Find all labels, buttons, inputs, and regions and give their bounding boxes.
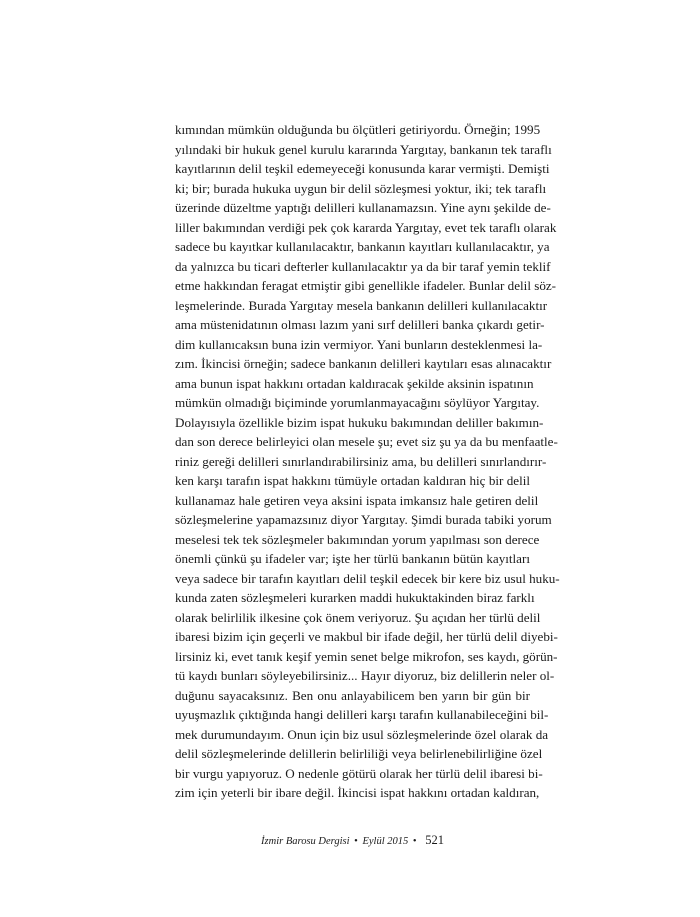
text-line: kımından mümkün olduğunda bu ölçütleri getiriyordu. Örneğin; 1995 [175,122,541,137]
text-line: zım. İkincisi örneğin; sadece bankanın delilleri kaytıları esas alınacaktır [175,356,552,371]
text-line: üzerinde düzeltme yaptığı delilleri kullanamazsın. Yine aynı şekilde de- [175,200,551,215]
issue-date: Eylül 2015 [362,836,409,847]
journal-name: İzmir Barosu Dergisi [261,836,350,847]
text-line: önemli çünkü şu ifadeler var; işte her türlü bankanın bütün kayıtları [175,551,530,566]
text-line: bir vurgu yapıyoruz. O nedenle götürü olarak her türlü delil ibaresi bi- [175,765,543,781]
text-line: veya sadece bir tarafın kayıtları delil teşkil edecek bir kere biz usul huku- [175,570,560,586]
text-line: ken karşı tarafın ispat hakkını tümüyle ortadan kaldıran hiç bir delil [175,473,530,488]
text-line: duğunu sayacaksınız. Ben onu anlayabilicem ben yarın bir gün bir [175,687,530,703]
text-line: liller bakımından verdiği pek çok kararda Yargıtay, evet tek taraflı olarak [175,219,557,235]
text-line: mek durumundayım. Onun için biz usul sözleşmelerinde özel olarak da [175,726,549,742]
text-line: ibaresi bizim için geçerli ve makbul bir ifade değil, her türlü delil diyebi- [175,629,558,644]
text-line: kunda zaten sözleşmeleri kurarken maddi hukuktakinden biraz farklı [175,590,535,605]
text-line: ki; bir; burada hukuka uygun bir delil sözleşmesi yoktur, iki; tek taraflı [175,180,547,196]
text-line: lirsiniz ki, evet tanık keşif yemin senet belge mikrofon, ses kaydı, görün- [175,648,558,664]
text-line: etme hakkından feragat etmiştir gibi genellikle ifadeler. Bunlar delil söz- [175,278,557,293]
text-line: dim kullanıcaksın buna izin vermiyor. Yani bunların desteklenmesi la- [175,336,543,352]
text-line: zim için yeterli bir ibare değil. İkincisi ispat hakkını ortadan kaldıran, [175,785,540,800]
separator-dot: • [354,836,358,847]
text-line: da yalnızca bu ticari defterler kullanılacaktır ya da bir taraf yemin teklif [175,258,551,274]
body-text [175,120,560,803]
text-line: mümkün olmadığı biçiminde yorumlanmayacağını söylüyor Yargıtay. [175,395,540,410]
text-line: delil sözleşmelerinde delillerin belirliliği veya belirlenebilirliğine özel [175,746,543,761]
text-line: ama müstenidatının olması lazım yani sırf delilleri banka çıkardı getir- [175,317,545,332]
page-number: 521 [425,833,444,847]
text-line: uyuşmazlık çıktığında hangi delilleri karşı tarafın kullanabileceğini bil- [175,707,549,722]
text-line: sözleşmelerine yapamazsınız diyor Yargıtay. Şimdi burada tabiki yorum [175,512,552,527]
text-line: olarak belirlilik ilkesine çok önem veriyoruz. Şu açıdan her türlü delil [175,609,541,625]
text-line: sadece bu kayıtkar kullanılacaktır, bankanın kayıtları kullanılacaktır, ya [175,239,550,254]
text-line: kayıtlarının delil teşkil edemeyeceği konusunda karar vermişti. Demişti [175,161,550,176]
text-line: dan son derece belirleyici olan mesele şu; evet siz şu ya da bu menfaatle- [175,434,558,449]
text-line: meselesi tek tek sözleşmeler bakımından yorum yapılması son derece [175,531,540,547]
text-line: leşmelerinde. Burada Yargıtay mesela bankanın delilleri kullanılacaktır [175,297,548,313]
text-line: tü kaydı bunları söyleyebilirsiniz... Hayır diyoruz, biz delillerin neler ol- [175,668,555,683]
page-footer [175,833,530,848]
text-line: yılındaki bir hukuk genel kurulu kararında Yargıtay, bankanın tek taraflı [175,141,552,157]
text-line: kullanamaz hale getiren veya aksini ispata imkansız hale getiren delil [175,492,539,508]
text-line: ama bunun ispat hakkını ortadan kaldıracak şekilde aksinin ispatının [175,375,534,391]
text-line: Dolayısıyla özellikle bizim ispat hukuku bakımından deliller bakımın- [175,414,544,430]
text-line: riniz gereği delilleri sınırlandırabilirsiniz ama, bu delilleri sınırlandırır- [175,453,547,469]
separator-dot: • [412,836,417,847]
